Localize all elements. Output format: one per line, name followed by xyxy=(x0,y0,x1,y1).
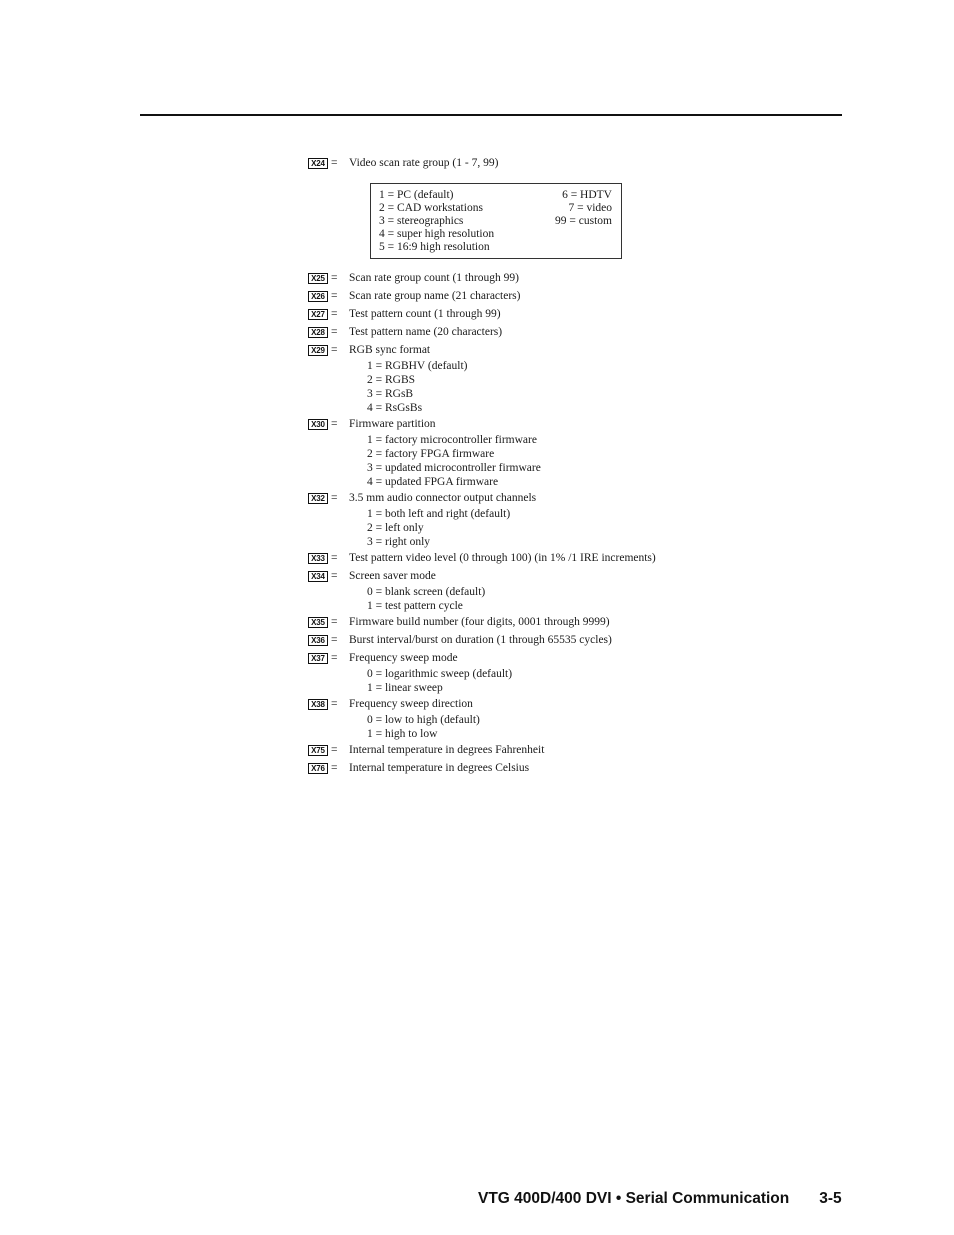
entry-x28 xyxy=(307,323,827,341)
table-cell: 99 = custom xyxy=(555,215,612,227)
scan-rate-group-left-column xyxy=(379,189,494,254)
table-cell: 6 = HDTV xyxy=(562,189,612,201)
equals-sign: = xyxy=(331,570,338,582)
entry-x26 xyxy=(307,287,827,305)
entry-x38 xyxy=(307,695,827,713)
equals-sign: = xyxy=(331,744,338,756)
entry-description: Test pattern name (20 characters) xyxy=(349,326,503,338)
scan-rate-group-table xyxy=(370,183,622,259)
option-list xyxy=(367,359,827,415)
variable-code-badge: X33 xyxy=(308,553,328,564)
entry-description: Frequency sweep mode xyxy=(349,652,458,664)
variable-code-badge: X28 xyxy=(308,327,328,338)
entry-x25 xyxy=(307,269,827,287)
entry-description: Test pattern count (1 through 99) xyxy=(349,308,501,320)
page-footer xyxy=(478,1190,842,1208)
variable-definitions xyxy=(307,154,827,777)
variable-code-badge: X24 xyxy=(308,158,328,169)
option-item: 1 = high to low xyxy=(367,728,438,740)
table-cell: 5 = 16:9 high resolution xyxy=(379,241,490,253)
option-item: 0 = logarithmic sweep (default) xyxy=(367,668,513,680)
option-list xyxy=(367,713,827,741)
variable-code-badge: X75 xyxy=(308,745,328,756)
equals-sign: = xyxy=(331,492,338,504)
equals-sign: = xyxy=(331,418,338,430)
entry-description: Test pattern video level (0 through 100) (in 1% /1 IRE increments) xyxy=(349,552,656,564)
entry-x37 xyxy=(307,649,827,667)
variable-code-badge: X37 xyxy=(308,653,328,664)
entry-description: 3.5 mm audio connector output channels xyxy=(349,492,537,504)
entry-x35 xyxy=(307,613,827,631)
scan-rate-group-right-column xyxy=(555,189,612,228)
equals-sign: = xyxy=(331,308,338,320)
table-cell: 3 = stereographics xyxy=(379,215,464,227)
option-list xyxy=(367,507,827,549)
entry-x75 xyxy=(307,741,827,759)
option-item: 3 = RGsB xyxy=(367,388,414,400)
entry-list xyxy=(307,269,827,777)
equals-sign: = xyxy=(331,762,338,774)
option-item: 2 = left only xyxy=(367,522,424,534)
entry-description: Frequency sweep direction xyxy=(349,698,473,710)
equals-sign: = xyxy=(331,616,338,628)
equals-sign: = xyxy=(331,634,338,646)
option-item: 2 = RGBS xyxy=(367,374,416,386)
option-item: 1 = RGBHV (default) xyxy=(367,360,468,372)
entry-description: Video scan rate group (1 - 7, 99) xyxy=(349,157,499,169)
variable-code-badge: X76 xyxy=(308,763,328,774)
page-number: 3-5 xyxy=(819,1190,842,1207)
variable-code-badge: X35 xyxy=(308,617,328,628)
entry-description: Internal temperature in degrees Fahrenheit xyxy=(349,744,545,756)
equals-sign: = xyxy=(331,552,338,564)
table-cell: 1 = PC (default) xyxy=(379,189,454,201)
variable-code-badge: X26 xyxy=(308,291,328,302)
entry-x30 xyxy=(307,415,827,433)
entry-description: RGB sync format xyxy=(349,344,431,356)
entry-x24 xyxy=(307,154,827,172)
variable-code-badge: X32 xyxy=(308,493,328,504)
option-item: 3 = right only xyxy=(367,536,431,548)
variable-code-badge: X36 xyxy=(308,635,328,646)
entry-x29 xyxy=(307,341,827,359)
header-rule xyxy=(140,114,842,116)
entry-x36 xyxy=(307,631,827,649)
option-item: 1 = both left and right (default) xyxy=(367,508,511,520)
option-item: 4 = RsGsBs xyxy=(367,402,423,414)
entry-description: Firmware partition xyxy=(349,418,436,430)
equals-sign: = xyxy=(331,272,338,284)
equals-sign: = xyxy=(331,652,338,664)
option-item: 0 = low to high (default) xyxy=(367,714,480,726)
entry-description: Firmware build number (four digits, 0001 through 9999) xyxy=(349,616,610,628)
entry-x33 xyxy=(307,549,827,567)
option-item: 3 = updated microcontroller firmware xyxy=(367,462,541,474)
variable-code-badge: X29 xyxy=(308,345,328,356)
option-item: 0 = blank screen (default) xyxy=(367,586,486,598)
option-item: 1 = test pattern cycle xyxy=(367,600,463,612)
table-cell: 2 = CAD workstations xyxy=(379,202,483,214)
table-cell: 4 = super high resolution xyxy=(379,228,495,240)
option-item: 2 = factory FPGA firmware xyxy=(367,448,495,460)
variable-code-badge: X27 xyxy=(308,309,328,320)
equals-sign: = xyxy=(331,290,338,302)
entry-description: Screen saver mode xyxy=(349,570,436,582)
variable-code-badge: X30 xyxy=(308,419,328,430)
option-list xyxy=(367,585,827,613)
option-item: 1 = linear sweep xyxy=(367,682,443,694)
equals-sign: = xyxy=(331,344,338,356)
entry-description: Scan rate group name (21 characters) xyxy=(349,290,521,302)
entry-description: Internal temperature in degrees Celsius xyxy=(349,762,530,774)
equals-sign: = xyxy=(331,698,338,710)
footer-title: VTG 400D/400 DVI • Serial Communication xyxy=(478,1190,790,1207)
variable-code-badge: X38 xyxy=(308,699,328,710)
variable-code-badge: X25 xyxy=(308,273,328,284)
entry-description: Scan rate group count (1 through 99) xyxy=(349,272,519,284)
entry-x34 xyxy=(307,567,827,585)
table-cell: 7 = video xyxy=(568,202,612,214)
option-list xyxy=(367,433,827,489)
option-list xyxy=(367,667,827,695)
entry-x76 xyxy=(307,759,827,777)
option-item: 4 = updated FPGA firmware xyxy=(367,476,499,488)
entry-x32 xyxy=(307,489,827,507)
option-item: 1 = factory microcontroller firmware xyxy=(367,434,537,446)
entry-description: Burst interval/burst on duration (1 through 65535 cycles) xyxy=(349,634,612,646)
equals-sign: = xyxy=(331,326,338,338)
entry-x27 xyxy=(307,305,827,323)
equals-sign: = xyxy=(331,157,338,169)
variable-code-badge: X34 xyxy=(308,571,328,582)
